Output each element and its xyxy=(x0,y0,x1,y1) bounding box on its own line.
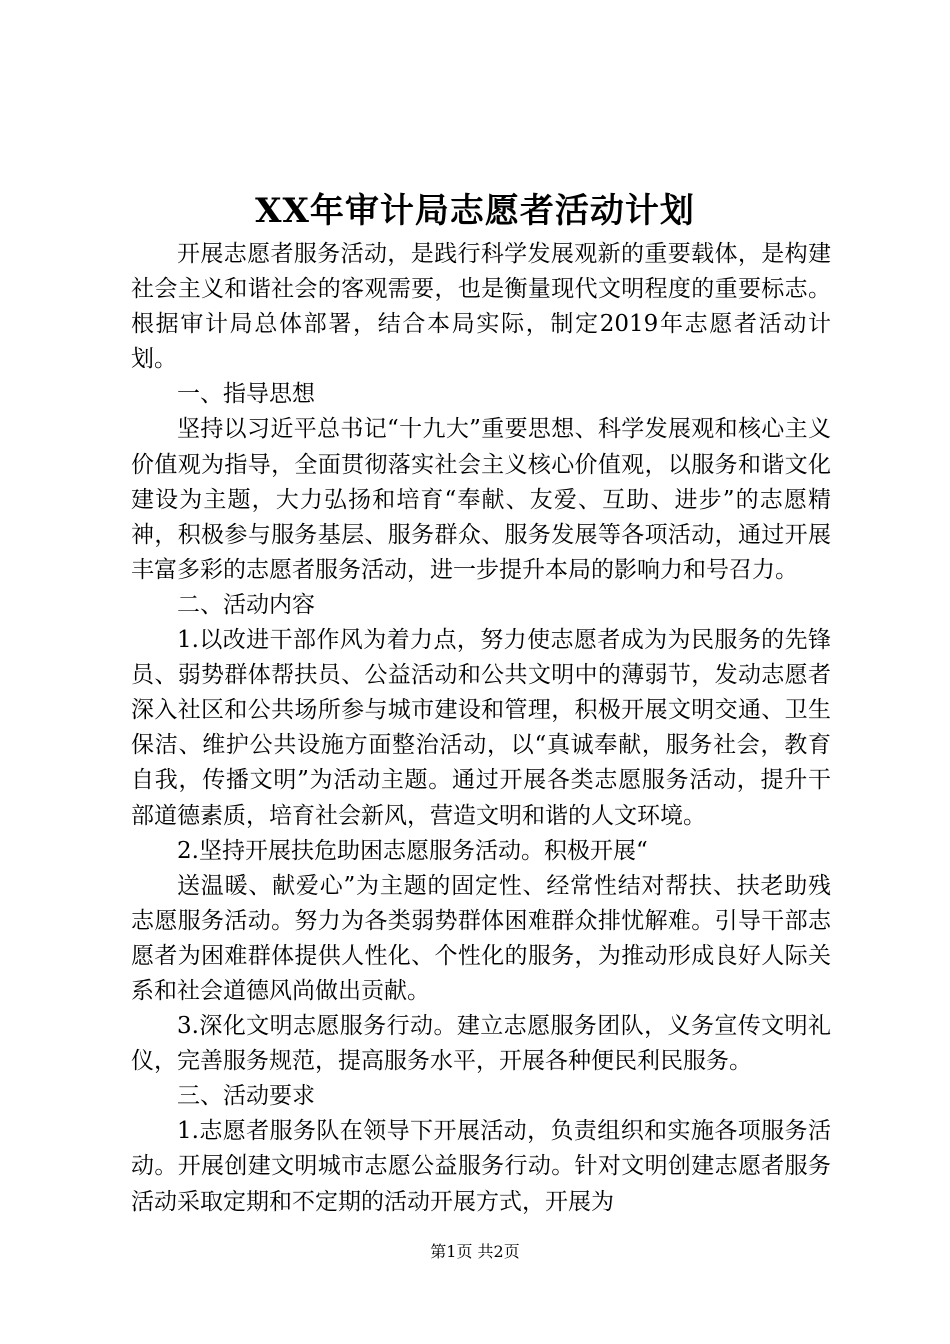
paragraph-content-item-3: 3.深化文明志愿服务行动。建立志愿服务团队，义务宣传文明礼仪，完善服务规范，提高服务水平，开展各种便民利民服务。 xyxy=(131,1013,831,1075)
paragraph-content-item-1: 1.以改进干部作风为着力点，努力使志愿者成为为民服务的先锋员、弱势群体帮扶员、公益活动和公共文明中的薄弱节，发动志愿者深入社区和公共场所参与城市建设和管理，积极开展文明交通、卫生保洁、维护公共设施方面整治活动，以“真诚奉献，服务社会，教育自我，传播文明”为活动主题。通过开展各类志愿服务活动，提升干部道德素质，培育社会新风，营造文明和谐的人文环境。 xyxy=(131,627,831,829)
paragraph-guiding-thought: 坚持以习近平总书记“十九大”重要思想、科学发展观和核心主义价值观为指导，全面贯彻落实社会主义核心价值观，以服务和谐文化建设为主题，大力弘扬和培育“奉献、友爱、互助、进步”的志愿精神，积极参与服务基层、服务群众、服务发展等各项活动，通过开展丰富多彩的志愿者服务活动，进一步提升本局的影响力和号召力。 xyxy=(131,416,831,583)
document-body xyxy=(131,237,831,1220)
section-heading-activity-content: 二、活动内容 xyxy=(177,591,315,618)
paragraph-content-item-2: 2.坚持开展扶危助困志愿服务活动。积极开展“ xyxy=(177,837,648,864)
paragraph-content-item-2-continued: 送温暖、献爱心”为主题的固定性、经常性结对帮扶、扶老助残志愿服务活动。努力为各类弱势群体困难群众排忧解难。引导干部志愿者为困难群体提供人性化、个性化的服务，为推动形成良好人际关系和社会道德风尚做出贡献。 xyxy=(131,872,831,1004)
section-heading-guiding-thought: 一、指导思想 xyxy=(177,381,315,408)
paragraph-intro: 开展志愿者服务活动，是践行科学发展观新的重要载体，是构建社会主义和谐社会的客观需要，也是衡量现代文明程度的重要标志。根据审计局总体部署，结合本局实际，制定2019年志愿者活动计划。 xyxy=(131,241,831,373)
paragraph-requirement-item-1: 1.志愿者服务队在领导下开展活动，负责组织和实施各项服务活动。开展创建文明城市志愿公益服务行动。针对文明创建志愿者服务活动采取定期和不定期的活动开展方式，开展为 xyxy=(131,1118,831,1215)
page-number-footer: 第1页 共2页 xyxy=(430,1242,520,1261)
document-title: XX年审计局志愿者活动计划 xyxy=(255,191,695,231)
section-heading-activity-requirements: 三、活动要求 xyxy=(177,1083,315,1110)
